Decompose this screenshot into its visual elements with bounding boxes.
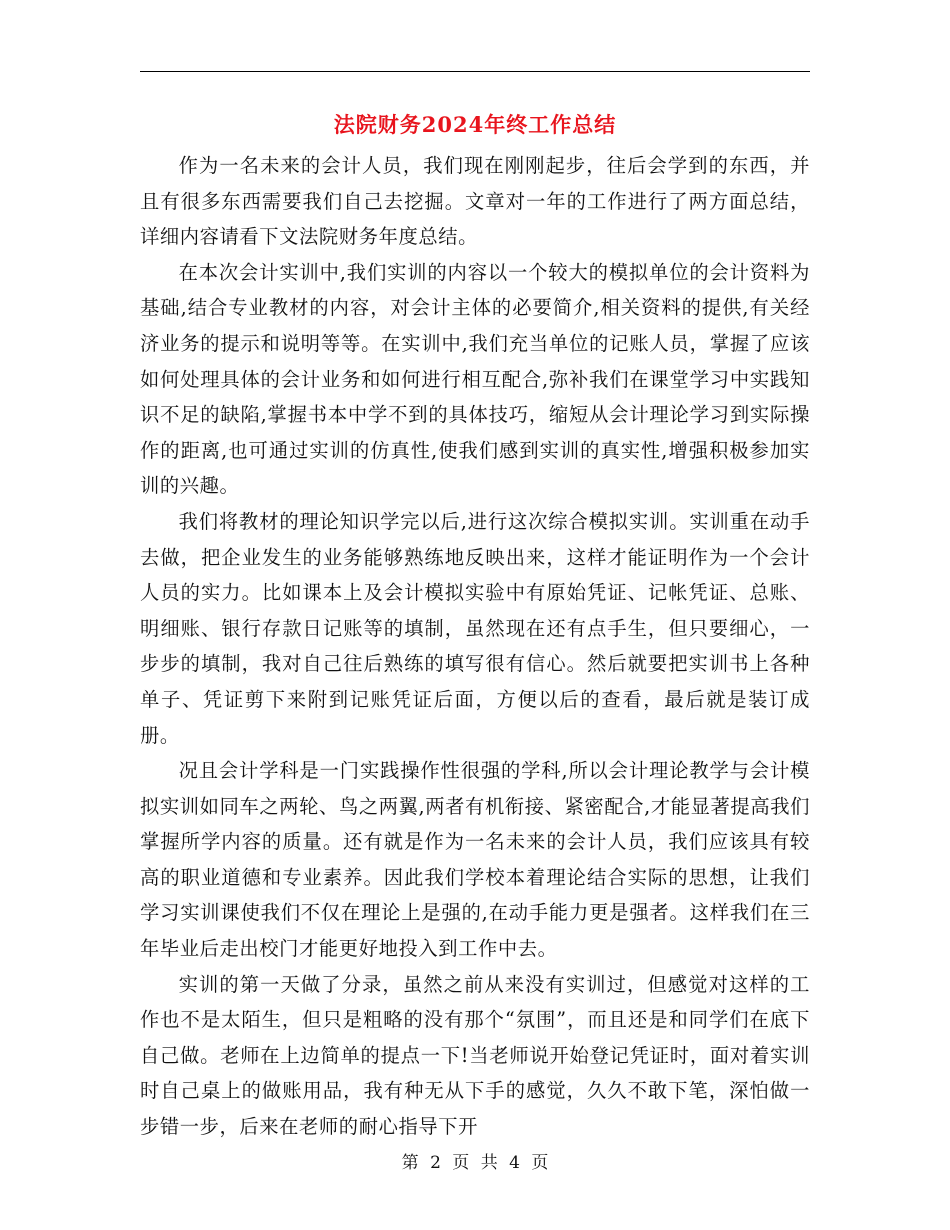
document-title: 法院财务2024年终工作总结	[333, 112, 617, 137]
paragraph-5: 实训的第一天做了分录，虽然之前从来没有实训过，但感觉对这样的工作也不是太陌生，但只是粗略的没有那个“氛围”，而且还是和同学们在底下自己做。老师在上边简单的提点一下!当老师说开始登记凭证时，面对着实训时自己桌上的做账用品，我有种无从下手的感觉，久久不敢下笔，深怕做一步错一步，后来在老师的耐心指导下开	[140, 972, 810, 1139]
paragraph-4: 况且会计学科是一门实践操作性很强的学科,所以会计理论教学与会计模拟实训如同车之两轮、鸟之两翼,两者有机衔接、紧密配合,才能显著提高我们掌握所学内容的质量。还有就是作为一名未来的会计人员，我们应该具有较高的职业道德和专业素养。因此我们学校本着理论结合实际的思想，让我们学习实训课使我们不仅在理论上是强的,在动手能力更是强者。这样我们在三年毕业后走出校门才能更好地投入到工作中去。	[140, 759, 810, 961]
page-number-footer: 第 2 页 共 4 页	[401, 1153, 549, 1173]
paragraph-3: 我们将教材的理论知识学完以后,进行这次综合模拟实训。实训重在动手去做，把企业发生的业务能够熟练地反映出来，这样才能证明作为一个会计人员的实力。比如课本上及会计模拟实验中有原始凭证、记帐凭证、总账、明细账、银行存款日记账等的填制，虽然现在还有点手生，但只要细心，一步步的填制，我对自己往后熟练的填写很有信心。然后就要把实训书上各种单子、凭证剪下来附到记账凭证后面，方便以后的查看，最后就是装订成册。	[140, 509, 810, 747]
paragraph-2: 在本次会计实训中,我们实训的内容以一个较大的模拟单位的会计资料为基础,结合专业教材的内容，对会计主体的必要简介,相关资料的提供,有关经济业务的提示和说明等等。在实训中,我们充当单位的记账人员，掌握了应该如何处理具体的会计业务和如何进行相互配合,弥补我们在课堂学习中实践知识不足的缺陷,掌握书本中学不到的具体技巧，缩短从会计理论学习到实际操作的距离,也可通过实训的仿真性,使我们感到实训的真实性,增强积极参加实训的兴趣。	[140, 260, 810, 498]
document-body	[140, 148, 810, 1145]
header-rule	[140, 71, 810, 72]
paragraph-1: 作为一名未来的会计人员，我们现在刚刚起步，往后会学到的东西，并且有很多东西需要我们自己去挖掘。文章对一年的工作进行了两方面总结，详细内容请看下文法院财务年度总结。	[140, 154, 810, 249]
